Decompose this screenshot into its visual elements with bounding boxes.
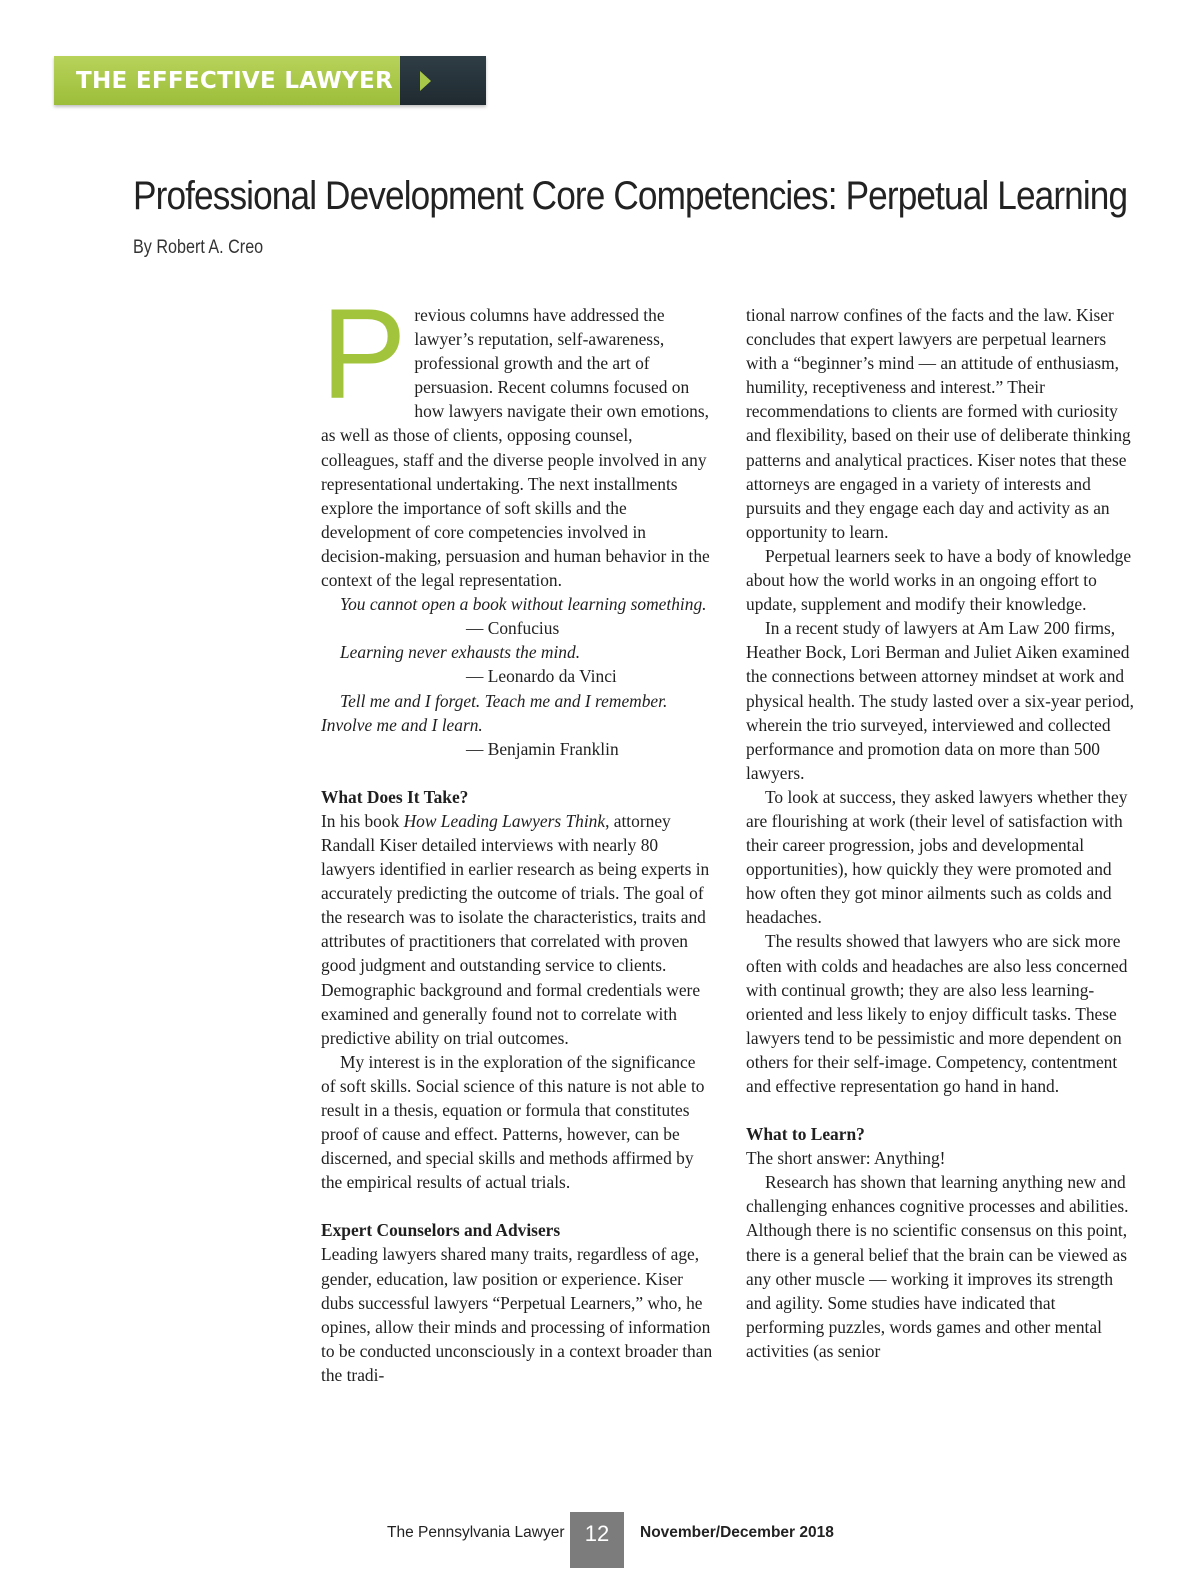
page-number: 12 <box>570 1512 624 1568</box>
section-heading: What to Learn? <box>746 1124 865 1145</box>
quote-author: — Leonardo da Vinci <box>466 666 617 687</box>
article-title: Professional Development Core Competencies: Perpetual Learning <box>133 174 1128 218</box>
section-banner <box>54 56 486 105</box>
publication-name: The Pennsylvania Lawyer <box>387 1524 565 1541</box>
quote-text: Tell me and I forget. Teach me and I remember. Involve me and I learn. <box>321 690 668 735</box>
arrow-right-icon <box>420 71 431 91</box>
quote-text: You cannot open a book without learning something. <box>340 594 707 615</box>
quote-author: — Benjamin Franklin <box>466 738 619 759</box>
banner-arrow-box <box>400 56 486 105</box>
banner-label: THE EFFECTIVE LAWYER <box>76 67 394 94</box>
intro-paragraph <box>321 283 713 592</box>
page-footer <box>0 1512 1200 1568</box>
banner-label-box <box>54 56 400 105</box>
body-paragraph: To look at success, they asked lawyers whether they are flourishing at work (their level of satisfaction with their career progression, jobs and developmental opportunities), how quickly they were promoted and how often they got minor ailments such as colds and headaches. <box>746 786 1128 928</box>
body-paragraph: The short answer: Anything! <box>746 1148 946 1169</box>
body-paragraph: Research has shown that learning anything new and challenging enhances cognitive processes and abilities. Although there is no scientific consensus on this point, there is a general belief that the brain can be viewed as any other muscle — working it improves its strength and agility. Some studies have indicated that performing puzzles, words games and other mental activities (as senior <box>746 1172 1129 1361</box>
book-title: How Leading Lawyers Think <box>403 810 606 831</box>
section-heading: What Does It Take? <box>321 786 469 807</box>
body-paragraph: My interest is in the exploration of the significance of soft skills. Social science of this nature is not able to result in a thesis, equation or formula that constitutes proof of cause and effect. Patterns, however, can be discerned, and special skills and methods affirmed by the empirical results of actual trials. <box>321 1051 705 1193</box>
body-text: , attorney Randall Kiser detailed interviews with nearly 80 lawyers identified in earlier research as being experts in accurately predicting the outcome of trials. The goal of the research was to isolate the characteristics, traits and attributes of practitioners that correlated with proven good judgment and outstanding service to clients. Demographic background and formal credentials were examined and generally found not to correlate with predictive ability on trial outcomes. <box>321 810 710 1048</box>
body-paragraph: tional narrow confines of the facts and the law. Kiser concludes that expert lawyers are perpetual learners with a “beginner’s mind — an attitude of enthusiasm, humility, receptiveness and interest.” Their recommendations to clients are formed with curiosity and flexibility, based on their use of deliberate thinking patterns and analytical practices. Kiser notes that these attorneys are engaged in a variety of interests and pursuits and they engage each day and activity as an opportunity to learn. <box>746 305 1131 542</box>
section-heading: Expert Counselors and Advisers <box>321 1220 561 1241</box>
body-paragraph: In a recent study of lawyers at Am Law 200 firms, Heather Bock, Lori Berman and Juliet Aiken examined the connections between attorney mindset at work and physical health. The study lasted over a six-year period, wherein the trio surveyed, interviewed and collected performance and promotion data on more than 500 lawyers. <box>746 618 1134 783</box>
quote-author: — Confucius <box>466 618 560 639</box>
intro-text: revious columns have addressed the lawyer’s reputation, self-awareness, professional growth and the art of persuasion. Recent columns focused on how lawyers navigate their own emotions, as well as those of clients, opposing counsel, colleagues, staff and the diverse people involved in any representational undertaking. The next installments explore the importance of soft skills and the development of core competencies involved in decision-making, persuasion and human behavior in the context of the legal representation. <box>321 305 710 591</box>
body-paragraph <box>321 809 713 1050</box>
article-byline: By Robert A. Creo <box>133 237 264 258</box>
body-paragraph: The results showed that lawyers who are sick more often with colds and headaches are also less concerned with continual growth; they are also less learning-oriented and less likely to enjoy difficult tasks. These lawyers tend to be pessimistic and more dependent on others for their self-image. Competency, contentment and effective representation go hand in hand. <box>746 931 1128 1096</box>
drop-cap: P <box>321 283 407 426</box>
body-text: In his book <box>321 810 404 831</box>
quote-text: Learning never exhausts the mind. <box>340 642 581 663</box>
body-paragraph: Leading lawyers shared many traits, regardless of age, gender, education, law position or experience. Kiser dubs successful lawyers “Perpetual Learners,” who, he opines, allow their minds and processing of information to be conducted unconsciously in a context broader than the tradi- <box>321 1244 713 1385</box>
left-column <box>321 283 713 1387</box>
issue-date: November/December 2018 <box>640 1524 834 1541</box>
body-paragraph: Perpetual learners seek to have a body of knowledge about how the world works in an ongoing effort to update, supplement and modify their knowledge. <box>746 545 1132 615</box>
right-column <box>746 303 1136 1363</box>
